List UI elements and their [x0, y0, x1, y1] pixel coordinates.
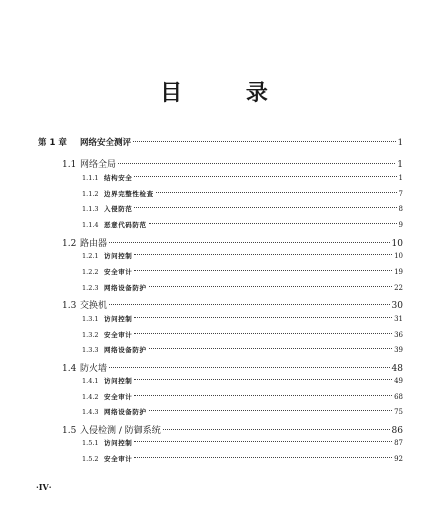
toc-entry-page: 49	[394, 377, 403, 385]
toc-entry-page: 92	[394, 455, 403, 463]
toc-entry-title: 恶意代码防范	[104, 221, 147, 229]
toc-entry-title: 边界完整性检查	[104, 190, 154, 198]
toc-entry-number: 1.3	[62, 301, 77, 311]
page-footer-number: ·IV·	[36, 482, 52, 492]
toc-entry-title: 防火墙	[80, 364, 108, 374]
toc-entry-sub[interactable]	[82, 330, 403, 339]
toc-entry-number: 1.2.2	[82, 268, 99, 276]
toc-leader-dots	[149, 348, 392, 349]
toc-leader-dots	[134, 333, 392, 334]
toc-entry-page: 30	[391, 301, 403, 311]
toc-entry-number: 第 1 章	[38, 138, 67, 148]
toc-entry-sub[interactable]	[82, 251, 403, 260]
toc-entry-number: 1.1.3	[82, 205, 99, 213]
toc-entry-page: 31	[394, 315, 403, 323]
toc-entry-sub[interactable]	[82, 173, 403, 182]
toc-entry-title: 网络全局	[80, 160, 117, 170]
toc-entry-chapter[interactable]	[38, 136, 403, 148]
toc-entry-number: 1.3.1	[82, 315, 99, 323]
toc-entry-sub[interactable]	[82, 392, 403, 401]
toc-entry-number: 1.4	[62, 364, 77, 374]
toc-entry-sub[interactable]	[82, 454, 403, 463]
toc-entry-number: 1.1.2	[82, 190, 99, 198]
toc-entry-title: 安全审计	[104, 455, 133, 463]
toc-entry-number: 1.3.2	[82, 331, 99, 339]
toc-entry-title: 结构安全	[104, 174, 133, 182]
toc-entry-number: 1.5.1	[82, 439, 99, 447]
toc-leader-dots	[109, 367, 390, 368]
toc-entry-page: 36	[394, 331, 403, 339]
toc-entry-number: 1.1.4	[82, 221, 99, 229]
toc-leader-dots	[133, 141, 396, 142]
toc-entry-sub[interactable]	[82, 407, 403, 416]
toc-leader-dots	[134, 441, 392, 442]
toc-entry-title: 路由器	[80, 239, 108, 249]
toc-entry-sub[interactable]	[82, 267, 403, 276]
toc-entry-page: 87	[394, 439, 403, 447]
toc-leader-dots	[134, 317, 392, 318]
toc-entry-page: 39	[394, 346, 403, 354]
toc-entry-title: 访问控制	[104, 439, 133, 447]
toc-leader-dots	[134, 176, 396, 177]
toc-entry-title: 入侵防范	[104, 205, 133, 213]
toc-leader-dots	[134, 395, 392, 396]
toc-entry-page: 19	[394, 268, 403, 276]
toc-leader-dots	[118, 163, 395, 164]
toc-leader-dots	[134, 270, 392, 271]
toc-entry-sub[interactable]	[82, 189, 403, 198]
toc-entry-sub[interactable]	[82, 204, 403, 213]
toc-entry-title: 安全审计	[104, 393, 133, 401]
toc-entry-number: 1.5.2	[82, 455, 99, 463]
toc-entry-title: 入侵检测 / 防御系统	[80, 426, 161, 436]
toc-entry-title: 安全审计	[104, 331, 133, 339]
toc-leader-dots	[163, 429, 390, 430]
toc-entry-page: 7	[398, 190, 403, 198]
toc-entry-number: 1.2	[62, 239, 77, 249]
toc-entry-page: 22	[394, 284, 403, 292]
toc-entry-title: 安全审计	[104, 268, 133, 276]
toc-entry-page: 1	[398, 174, 403, 182]
toc-entry-title: 网络安全测评	[80, 138, 132, 148]
toc-entry-sub[interactable]	[82, 283, 403, 292]
toc-entry-title: 访问控制	[104, 377, 133, 385]
toc-leader-dots	[134, 254, 392, 255]
toc-entry-title: 交换机	[80, 301, 108, 311]
toc-entry-page: 10	[394, 252, 403, 260]
toc-entry-number: 1.2.1	[82, 252, 99, 260]
toc-entry-number: 1.1	[62, 160, 77, 170]
toc-entry-section[interactable]	[62, 298, 403, 311]
toc-entry-sub[interactable]	[82, 345, 403, 354]
toc-entry-sub[interactable]	[82, 376, 403, 385]
toc-entry-title: 网络设备防护	[104, 284, 147, 292]
toc-entry-page: 86	[391, 426, 403, 436]
toc-entry-page: 1	[397, 160, 403, 170]
toc-entry-page: 48	[391, 364, 403, 374]
toc-entry-title: 访问控制	[104, 252, 133, 260]
toc-entry-title: 网络设备防护	[104, 408, 147, 416]
toc-leader-dots	[134, 379, 392, 380]
toc-entry-number: 1.4.1	[82, 377, 99, 385]
toc-entry-sub[interactable]	[82, 438, 403, 447]
toc-entry-title: 网络设备防护	[104, 346, 147, 354]
toc-leader-dots	[149, 223, 397, 224]
toc-entry-page: 8	[398, 205, 403, 213]
toc-entry-number: 1.4.3	[82, 408, 99, 416]
toc-leader-dots	[109, 242, 390, 243]
toc-entry-number: 1.3.3	[82, 346, 99, 354]
toc-entry-page: 1	[397, 138, 403, 148]
toc-leader-dots	[134, 207, 396, 208]
toc-leader-dots	[109, 304, 390, 305]
toc-entry-sub[interactable]	[82, 220, 403, 229]
toc-entry-number: 1.4.2	[82, 393, 99, 401]
toc-entry-section[interactable]	[62, 423, 403, 436]
toc-entry-page: 10	[391, 239, 403, 249]
toc-entry-section[interactable]	[62, 236, 403, 249]
toc-entry-page: 68	[394, 393, 403, 401]
toc-leader-dots	[156, 192, 397, 193]
toc-entry-number: 1.2.3	[82, 284, 99, 292]
toc-leader-dots	[134, 457, 392, 458]
toc-leader-dots	[149, 286, 392, 287]
toc-entry-number: 1.5	[62, 426, 77, 436]
toc-entry-page: 75	[394, 408, 403, 416]
toc-entry-section[interactable]	[62, 361, 403, 374]
toc-entry-title: 访问控制	[104, 315, 133, 323]
toc-entry-page: 9	[398, 221, 403, 229]
toc-leader-dots	[149, 410, 392, 411]
page-title: 目 录	[160, 81, 296, 106]
toc-entry-number: 1.1.1	[82, 174, 99, 182]
toc-entry-sub[interactable]	[82, 314, 403, 323]
toc-entry-section[interactable]	[62, 157, 403, 170]
